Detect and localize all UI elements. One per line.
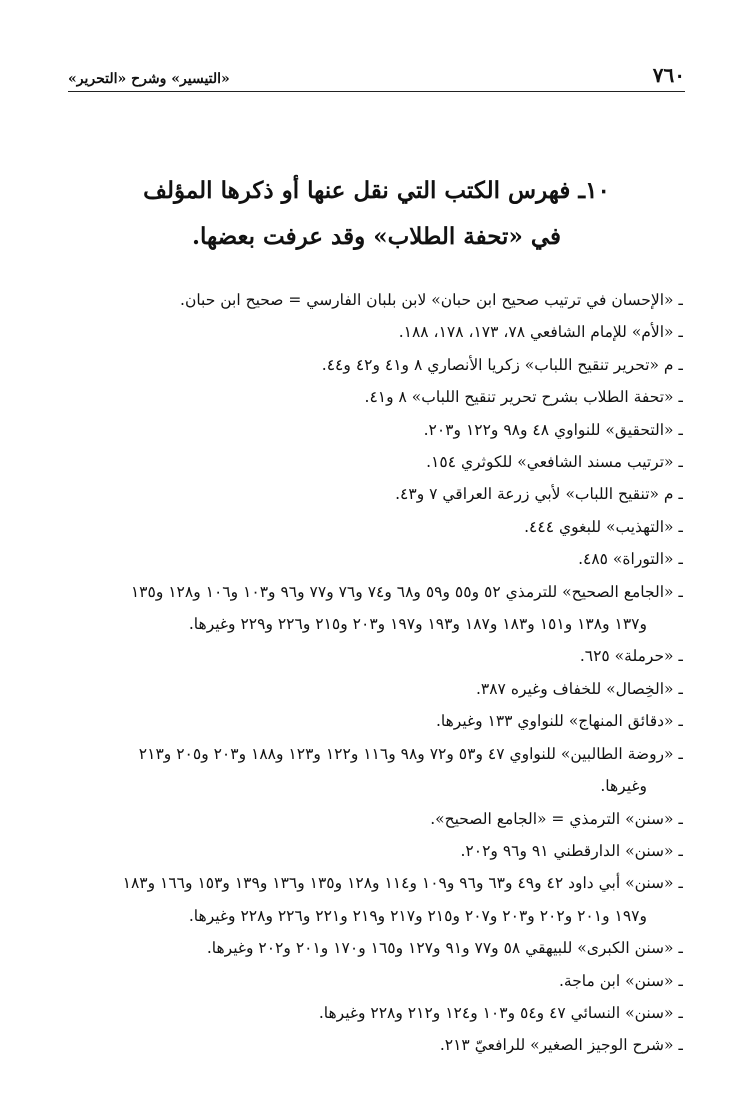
index-entry-text: ـ «التوراة» ٤٨٥. <box>578 550 683 569</box>
index-entry-continuation: و١٩٧ و٢٠١ و٢٠٢ و٢٠٣ و٢٠٧ و٢١٥ و٢١٧ و٢١٩ و٢٢١ و٢٢٦ و٢٢٨ وغيرها. <box>188 906 647 925</box>
index-entry-text: ـ «الجامع الصحيح» للترمذي ٥٢ و٥٥ و٥٩ و٦٨ و٧٤ و٧٦ و٧٧ و٩٦ و١٠٣ و١٠٦ و١٢٨ و١٣٥ <box>130 582 683 601</box>
index-entry <box>62 640 683 672</box>
index-entry <box>62 446 683 478</box>
index-entry-text: ـ «الإحسان في ترتيب صحيح ابن حبان» لابن بلبان الفارسي = صحيح ابن حبان. <box>180 291 683 309</box>
index-entry-text: ـ «التحقيق» للنواوي ٤٨ و٩٨ و١٢٢ و٢٠٣. <box>423 420 683 439</box>
index-entry-text: ـ «التهذيب» للبغوي ٤٤٤. <box>524 517 683 536</box>
index-entry <box>62 673 683 705</box>
index-entry <box>62 705 683 737</box>
index-entry-text: ـ «شرح الوجيز الصغير» للرافعيّ ٢١٣. <box>439 1036 683 1055</box>
index-entry <box>62 932 683 964</box>
index-entry <box>62 835 683 867</box>
index-entry <box>62 478 683 510</box>
index-entry-text: ـ م «تحرير تنقيح اللباب» زكريا الأنصاري ٨ و٤١ و٤٢ و٤٤. <box>321 355 683 374</box>
index-entry-text: ـ «سنن الكبرى» للبيهقي ٥٨ و٧٧ و٩١ و١٢٧ و١٦٥ و١٧٠ و٢٠١ و٢٠٢ وغيرها. <box>206 939 683 958</box>
chapter-heading-line-2: في «تحفة الطلاب» وقد عرفت بعضها. <box>191 223 562 250</box>
index-entry <box>62 738 683 803</box>
index-entry <box>62 511 683 543</box>
index-entry-text: ـ «سنن» النسائي ٤٧ و٥٤ و١٠٣ و١٢٤ و٢١٢ و٢٢٨ وغيرها. <box>318 1003 683 1022</box>
index-entry-text: ـ «سنن» الدارقطني ٩١ و٩٦ و٢٠٢. <box>460 841 683 860</box>
index-entry-text: ـ «دقائق المنهاج» للنواوي ١٣٣ وغيرها. <box>435 712 683 731</box>
index-entry-text: ـ «تحفة الطلاب بشرح تحرير تنقيح اللباب» ٨ و٤١. <box>364 388 683 407</box>
index-entry-text: ـ «سنن» ابن ماجة. <box>558 971 683 990</box>
index-entry <box>62 349 683 381</box>
running-header <box>68 60 685 92</box>
chapter-heading <box>110 168 643 260</box>
running-title: «التيسير» وشرح «التحرير» <box>68 71 230 87</box>
index-entry <box>62 543 683 575</box>
index-entry-text: ـ «الخِصال» للخفاف وغيره ٣٨٧. <box>475 679 683 698</box>
index-entry-text: ـ «حرملة» ٦٢٥. <box>579 647 683 666</box>
index-entry-text: ـ «سنن» الترمذي = «الجامع الصحيح». <box>430 809 683 828</box>
index-entry <box>62 414 683 446</box>
index-entry <box>62 803 683 835</box>
index-entry <box>62 381 683 413</box>
book-index-list <box>62 284 683 1062</box>
index-entry <box>62 576 683 641</box>
index-entry <box>62 965 683 997</box>
index-entry-continuation: و١٣٧ و١٣٨ و١٥١ و١٨٣ و١٨٧ و١٩٣ و١٩٧ و٢٠٣ و٢١٥ و٢٢٦ و٢٢٩ وغيرها. <box>188 615 647 634</box>
index-entry-text: ـ «الأم» للإمام الشافعي ٧٨، ١٧٣، ١٧٨، ١٨٨. <box>398 323 683 342</box>
index-entry-text: ـ «ترتيب مسند الشافعي» للكوثري ١٥٤. <box>426 453 683 472</box>
chapter-heading-line-1: ١٠ـ فهرس الكتب التي نقل عنها أو ذكرها المؤلف <box>143 177 610 204</box>
index-entry-text: ـ «سنن» أبي داود ٤٢ و٤٩ و٦٣ و٩٦ و١٠٩ و١١٤ و١٢٨ و١٣٥ و١٣٦ و١٣٩ و١٥٣ و١٦٦ و١٨٣ <box>122 874 683 893</box>
index-entry <box>62 316 683 348</box>
index-entry <box>62 1029 683 1061</box>
index-entry-text: ـ «روضة الطالبين» للنواوي ٤٧ و٥٣ و٧٢ و٩٨ و١١٦ و١٢٢ و١٢٣ و١٨٨ و٢٠٣ و٢٠٥ و٢١٣ <box>138 744 683 763</box>
page-number: ٧٦٠ <box>652 63 685 87</box>
index-entry <box>62 284 683 316</box>
index-entry <box>62 867 683 932</box>
index-entry-text: ـ م «تنقيح اللباب» لأبي زرعة العراقي ٧ و٤٣. <box>395 485 683 504</box>
index-entry-continuation: وغيرها. <box>600 777 647 796</box>
index-entry <box>62 997 683 1029</box>
